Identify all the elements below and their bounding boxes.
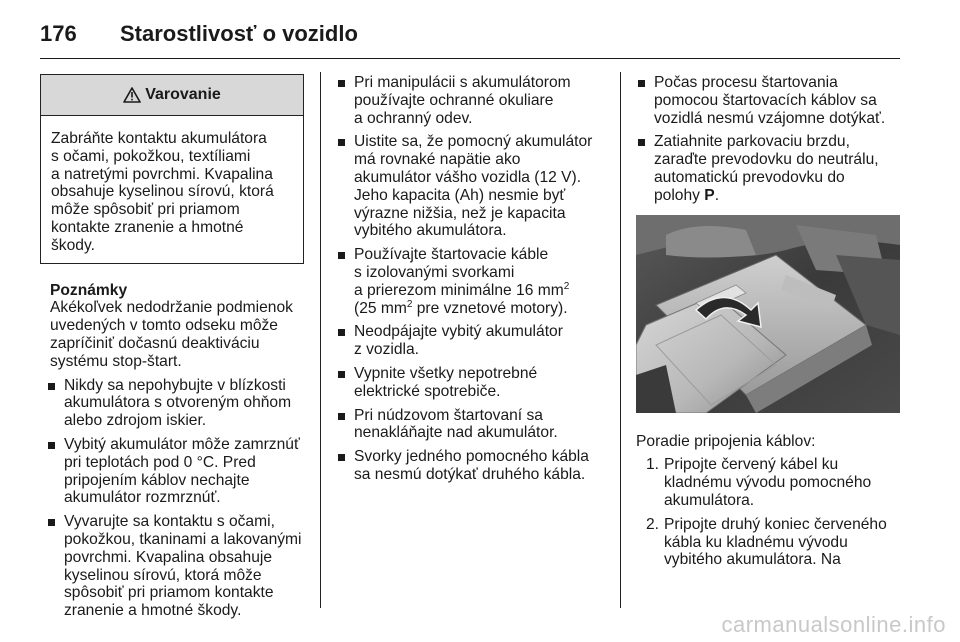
text-run: . (714, 186, 720, 204)
step-number: 1. (646, 456, 660, 474)
bullet-list (636, 74, 902, 205)
line: akumulátor vášho vozidla (12 V). (354, 168, 582, 186)
gear-position-p: P (704, 186, 715, 204)
line: výrazne nižšia, než je kapacita (354, 204, 566, 222)
line: Používajte štartovacie káble (354, 246, 549, 264)
warning-line: obsahuje kyselinou sírovú, ktorá (51, 183, 274, 201)
header-rule (40, 58, 900, 59)
text-run: pre vznetové motory). (412, 299, 568, 317)
list-item (336, 74, 602, 127)
line: Pripojte druhý koniec červeného (664, 515, 887, 533)
line: kladnému vývodu pomocného (664, 474, 872, 492)
watermark: carmanualsonline.info (721, 612, 946, 637)
line: z vozidla. (354, 341, 420, 359)
page-title: Starostlivosť o vozidlo (120, 21, 358, 46)
note-line: systému stop-štart. (50, 352, 182, 370)
list-item (46, 436, 302, 507)
line: Jeho kapacita (Ah) nesmie byť (354, 186, 566, 204)
list-item (336, 323, 602, 359)
line: Svorky jedného pomocného kábla (354, 448, 589, 466)
line: zaraďte prevodovku do neutrálu, (654, 151, 879, 169)
line: nenakláňajte nad akumulátor. (354, 424, 558, 442)
steps-list (636, 456, 902, 569)
line: Pripojte červený kábel ku (664, 456, 839, 474)
list-item (336, 246, 602, 317)
warning-line: kontakte zranenie a hmotné (51, 218, 244, 236)
superscript: 2 (563, 280, 570, 292)
page-number: 176 (40, 21, 77, 46)
note-line: Akékoľvek nedodržanie podmienok (50, 299, 293, 317)
list-item (336, 407, 602, 443)
line: má rovnaké napätie ako (354, 151, 521, 169)
line: automatickú prevodovku do (654, 168, 845, 186)
warning-line: môže spôsobiť pri priamom (51, 201, 240, 219)
line: Pri manipulácii s akumulátorom (354, 74, 571, 91)
steps-title: Poradie pripojenia káblov: (636, 432, 816, 450)
note-section (40, 282, 302, 371)
column-2 (336, 74, 602, 484)
warning-title: Varovanie (145, 86, 221, 104)
line (354, 282, 602, 300)
line: elektrické spotrebiče. (354, 382, 501, 400)
list-item (636, 133, 902, 204)
line: spôsobiť pri priamom kontakte (64, 584, 274, 602)
step-number: 2. (646, 515, 660, 533)
line: kábla ku kladnému vývodu (664, 533, 848, 551)
line: kyselinou sírovú, ktorá môže (64, 566, 262, 584)
line: a ochranný odev. (354, 109, 473, 127)
line: pri teplotách pod 0 °C. Pred (64, 453, 256, 471)
line: Zatiahnite parkovaciu brzdu, (654, 133, 850, 151)
warning-header (41, 75, 303, 116)
list-item (336, 448, 602, 484)
warning-line: s očami, pokožkou, textíliami (51, 147, 251, 165)
column-divider (320, 72, 321, 608)
line: sa nesmú dotýkať druhého kábla. (354, 465, 586, 483)
line: pripojením káblov nechajte (64, 471, 250, 489)
line: Vyvarujte sa kontaktu s očami, (64, 513, 275, 531)
line: používajte ochranné okuliare (354, 91, 554, 109)
line: pomocou štartovacích káblov sa (654, 91, 877, 109)
column-1 (40, 74, 302, 620)
bullet-list (336, 74, 602, 484)
line: alebo zdrojom iskier. (64, 412, 207, 430)
warning-line: Zabráňte kontaktu akumulátora (51, 130, 267, 147)
text-run: a prierezom minimálne 16 mm (354, 281, 564, 299)
line (654, 187, 902, 205)
superscript: 2 (406, 298, 413, 310)
step-item (636, 456, 902, 509)
engine-bay-illustration (636, 215, 900, 413)
text-run: polohy (654, 186, 705, 204)
line: akumulátora s otvoreným ohňom (64, 394, 292, 412)
note-line: uvedených v tomto odseku môže (50, 317, 278, 335)
line: Vypnite všetky nepotrebné (354, 364, 538, 382)
line: vybitého akumulátora. (354, 222, 507, 240)
warning-line: a natretými povrchmi. Kvapalina (51, 165, 273, 183)
line: pokožkou, tkaninami a lakovanými (64, 530, 302, 548)
line: Počas procesu štartovania (654, 74, 838, 91)
battery-cover-photo (636, 215, 900, 413)
list-item (46, 513, 302, 620)
warning-triangle-icon (123, 87, 141, 103)
bullet-list (40, 377, 302, 620)
page-header (40, 14, 358, 54)
line: akumulátor rozmrznúť. (64, 489, 221, 507)
step-item (636, 516, 902, 569)
list-item (336, 365, 602, 401)
warning-line: škody. (51, 236, 95, 254)
line: zranenie a hmotné škody. (64, 602, 242, 620)
column-3 (636, 74, 902, 569)
line: Vybitý akumulátor môže zamrznúť (64, 435, 300, 453)
line: s izolovanými svorkami (354, 263, 515, 281)
column-divider (620, 72, 621, 608)
note-title: Poznámky (50, 281, 128, 299)
note-line: zapríčiniť dočasnú deaktiváciu (50, 334, 260, 352)
list-item (46, 377, 302, 430)
line: vozidlá nesmú vzájomne dotýkať. (654, 109, 886, 127)
list-item (336, 133, 602, 240)
warning-text (41, 116, 303, 263)
list-item (636, 74, 902, 127)
line: akumulátora. (664, 491, 755, 509)
line: povrchmi. Kvapalina obsahuje (64, 548, 273, 566)
line: Neodpájajte vybitý akumulátor (354, 323, 563, 341)
line: Uistite sa, že pomocný akumulátor (354, 133, 593, 151)
line: Pri núdzovom štartovaní sa (354, 406, 543, 424)
text-run: (25 mm (354, 299, 407, 317)
line: vybitého akumulátora. Na (664, 551, 841, 569)
line (354, 300, 602, 318)
line: Nikdy sa nepohybujte v blízkosti (64, 376, 286, 394)
warning-box (40, 74, 304, 264)
